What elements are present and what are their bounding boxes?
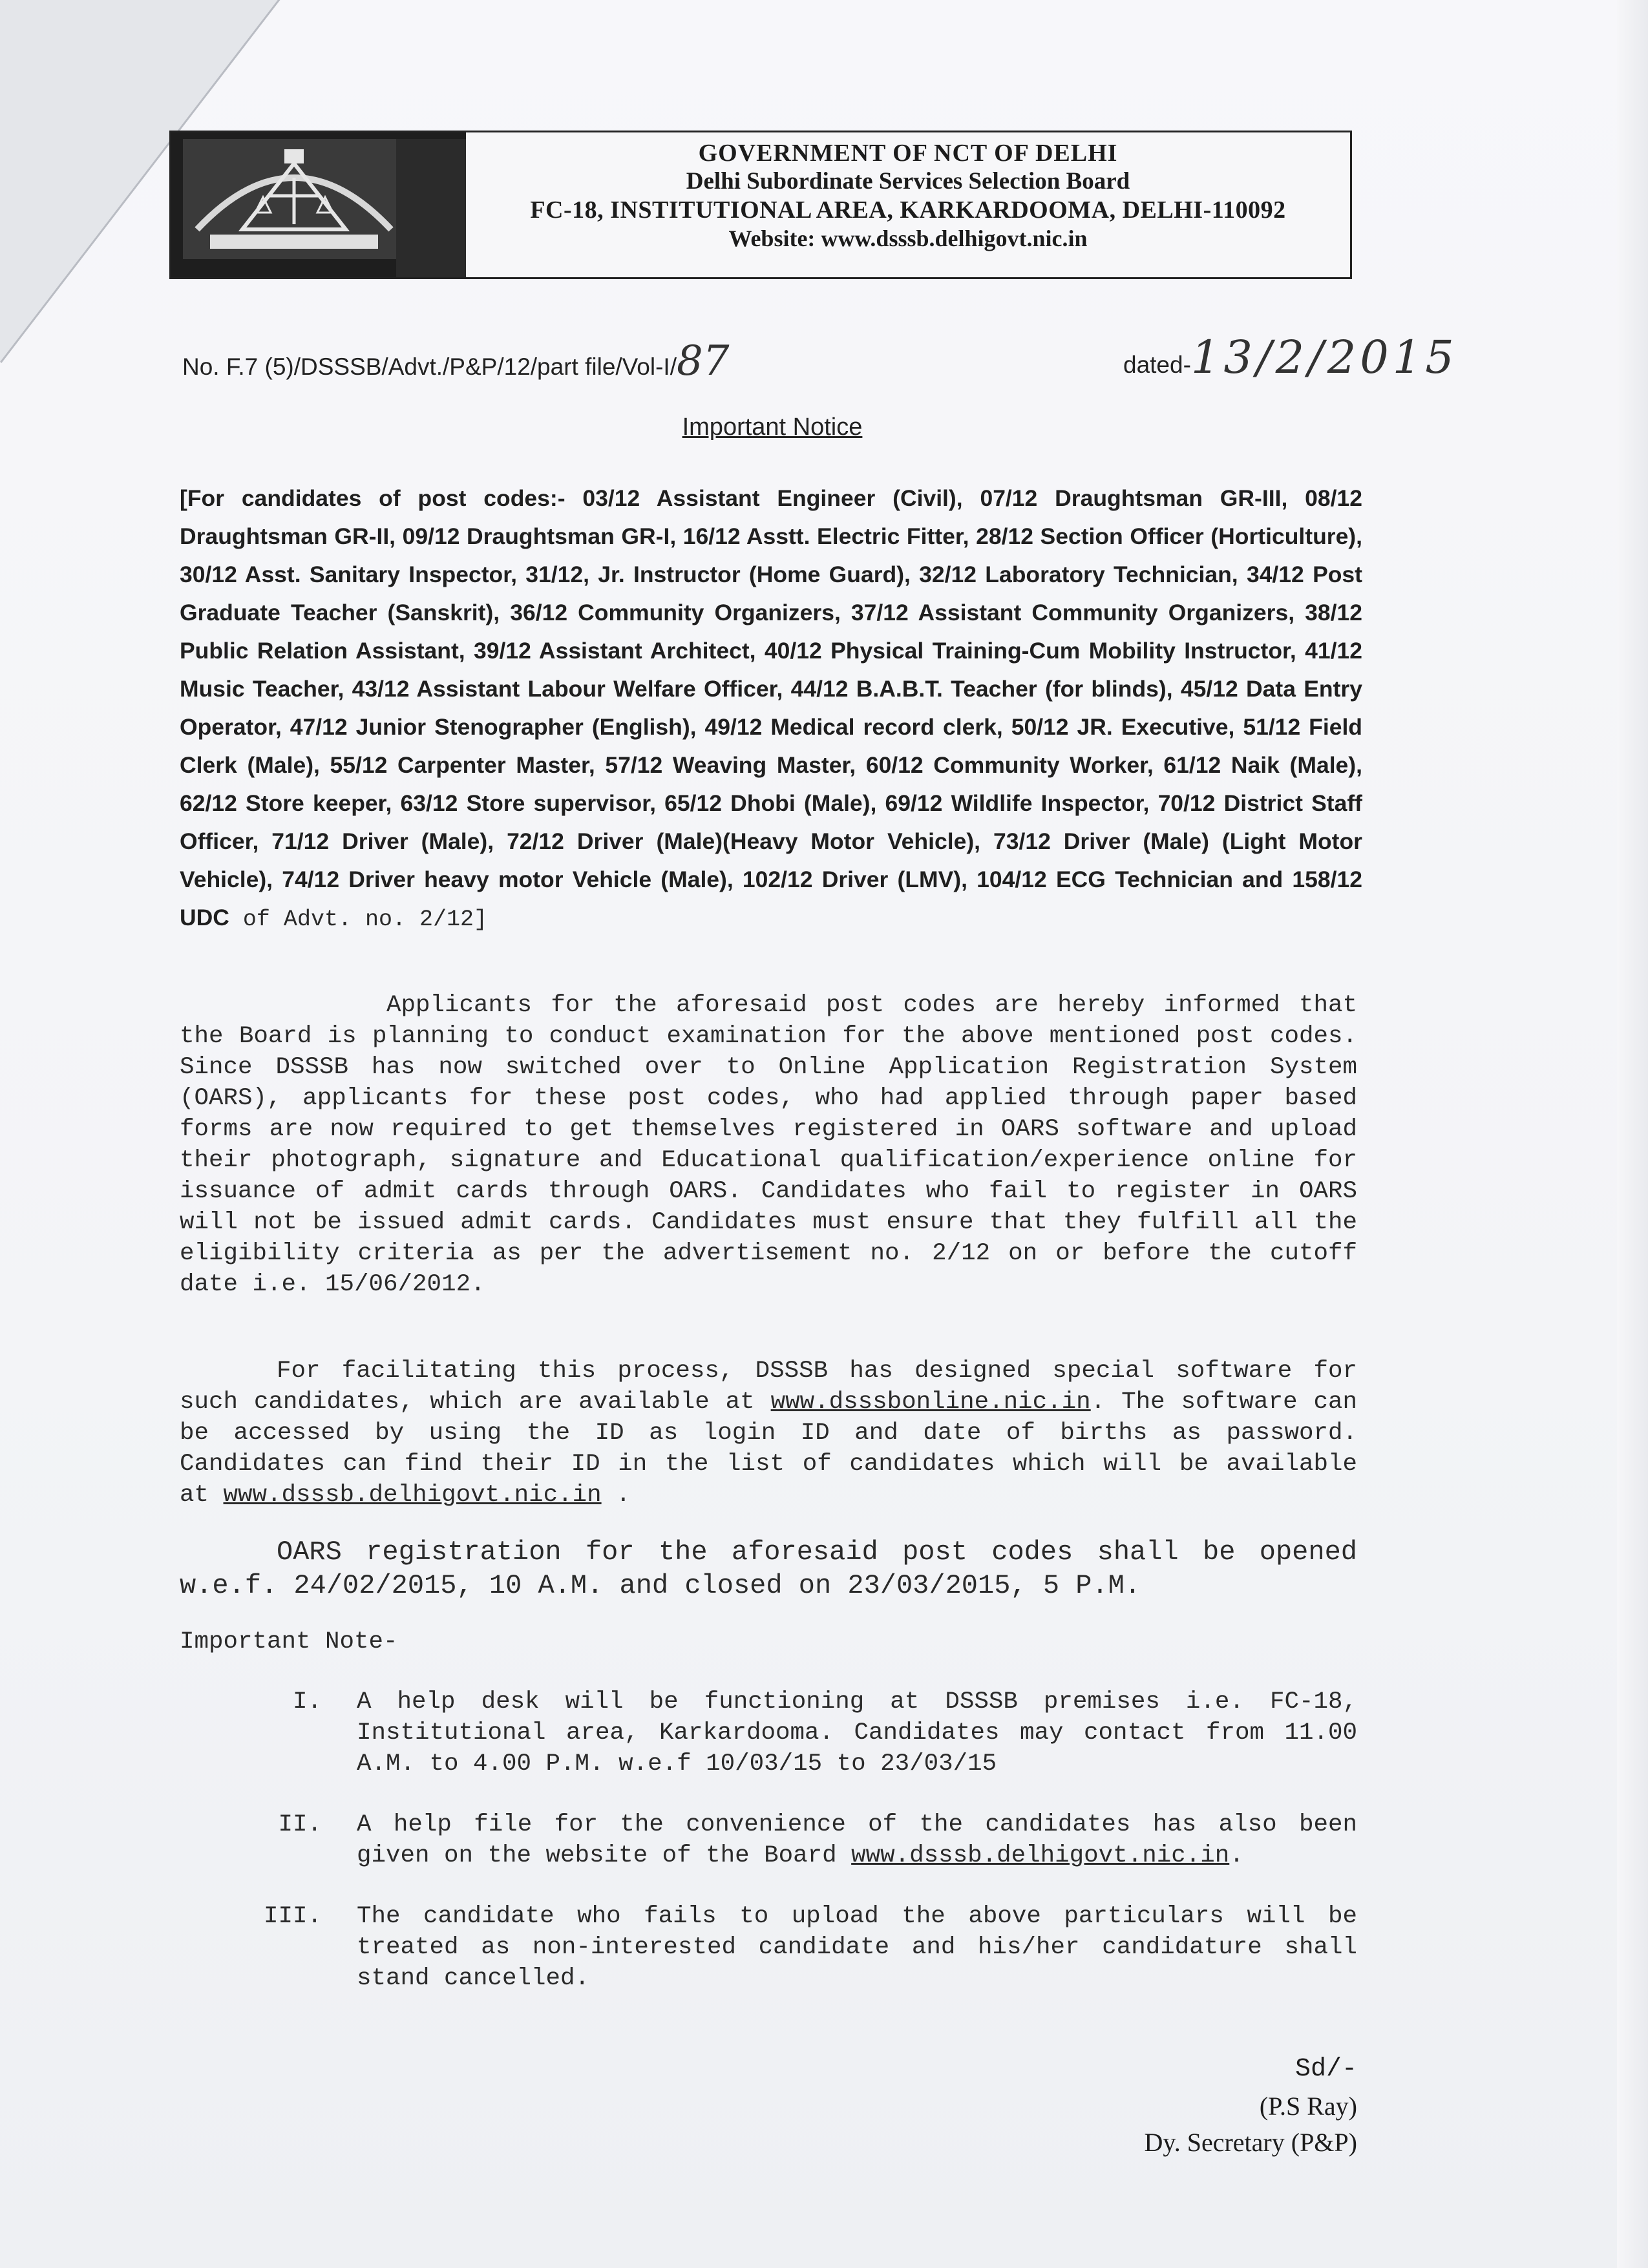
note-text-b: . bbox=[1229, 1842, 1244, 1869]
note-number: II. bbox=[278, 1811, 322, 1838]
reference-handwritten-number: 87 bbox=[677, 337, 730, 385]
paragraph-software bbox=[180, 1356, 1357, 1511]
board-address: FC-18, INSTITUTIONAL AREA, KARKARDOOMA, DELHI-110092 bbox=[530, 196, 1286, 224]
note-number: III. bbox=[263, 1903, 322, 1930]
note-text: The candidate who fails to upload the above particulars will be treated as non-interested candidate and his/her candidature shall stand cancelled. bbox=[357, 1903, 1357, 1992]
advt-number: of Advt. no. 2/12] bbox=[229, 907, 487, 932]
note-text: A help desk will be functioning at DSSSB premises i.e. FC-18, Institutional area, Karkardooma. Candidates may contact from 11.00 A.M. to 4.00 P.M. w.e.f 10/03/15 to 23/03/15 bbox=[357, 1688, 1357, 1778]
signature-sd: Sd/- bbox=[1294, 2055, 1357, 2084]
reference-number-text: No. F.7 (5)/DSSSB/Advt./P&P/12/part file/Vol-I/ bbox=[182, 353, 677, 380]
note-text bbox=[357, 1809, 1357, 1871]
signatory-designation: Dy. Secretary (P&P) bbox=[1144, 2128, 1357, 2157]
post-codes-text: [For candidates of post codes:- 03/12 Assistant Engineer (Civil), 07/12 Draughtsman GR-III, 08/12 Draughtsman GR-II, 09/12 Draughtsman GR-I, 16/12 Asstt. Electric Fitter, 28/12 Section Officer (Horticulture), 30/12 Asst. Sanitary Inspector, 31/12, Jr. Instructor (Home Guard), 32/12 Laboratory Technician, 34/12 Post Graduate Teacher (Sanskrit), 36/12 Community Organizers, 37/12 Assistant Community Organizers, 38/12 Public Relation Assistant, 39/12 Assistant Architect, 40/12 Physical Training-Cum Mobility Instructor, 41/12 Music Teacher, 43/12 Assistant Labour Welfare Officer, 44/12 B.A.B.T. Teacher (for blinds), 45/12 Data Entry Operator, 47/12 Junior Stenographer (English), 49/12 Medical record clerk, 50/12 JR. Executive, 51/12 Field Clerk (Male), 55/12 Carpenter Master, 57/12 Weaving Master, 60/12 Community Worker, 61/12 Naik (Male), 62/12 Store keeper, 63/12 Store supervisor, 65/12 Dhobi (Male), 69/12 Wildlife Inspector, 70/12 District Staff Officer, 71/12 Driver (Male), 72/12 Driver (Male)(Heavy Motor Vehicle), 73/12 Driver (Male) (Light Motor Vehicle), 74/12 Driver heavy motor Vehicle (Male), 102/12 Driver (LMV), 104/12 ECG Technician and 158/12 UDC bbox=[180, 485, 1362, 930]
handwritten-date: 13/2/2015 bbox=[1190, 331, 1458, 384]
paragraph-applicants: Applicants for the aforesaid post codes are hereby informed that the Board is planning to conduct examination for the above mentioned post codes. Since DSSSB has now switched over to Online Application Registration System (OARS), applicants for these post codes, who had applied through paper based forms are now required to get themselves registered in OARS software and upload their photograph, signature and Educational qualification/experience online for issuance of admit cards through OARS. Candidates who fail to register in OARS will not be issued admit cards. Candidates must ensure that they fulfill all the eligibility criteria as per the advertisement no. 2/12 on or before the cutoff date i.e. 15/06/2012. bbox=[180, 992, 1357, 1298]
government-name: GOVERNMENT OF NCT OF DELHI bbox=[698, 140, 1118, 167]
dsssbonline-link[interactable]: www.dsssbonline.nic.in bbox=[770, 1389, 1091, 1416]
letterhead bbox=[169, 131, 1352, 279]
notice-title: Important Notice bbox=[682, 414, 863, 441]
board-website-link[interactable]: www.dsssb.delhigovt.nic.in bbox=[851, 1842, 1230, 1869]
page-edge bbox=[1617, 0, 1648, 2268]
board-name: Delhi Subordinate Services Selection Board bbox=[686, 168, 1130, 194]
note-item bbox=[180, 1809, 1357, 1871]
paragraph-registration-dates: OARS registration for the aforesaid post codes shall be opened w.e.f. 24/02/2015, 10 A.M. and closed on 23/03/2015, 5 P.M. bbox=[180, 1537, 1357, 1601]
paragraph-software-text-b: . The software can be accessed by using the ID as login ID and date of births as password. Candidates can find their ID in the list of candidates which will be available at bbox=[180, 1389, 1357, 1509]
letterhead-text bbox=[466, 139, 1350, 253]
dsssb-website-link[interactable]: www.dsssb.delhigovt.nic.in bbox=[223, 1482, 602, 1509]
signatory-name: (P.S Ray) bbox=[1259, 2092, 1357, 2121]
note-item bbox=[180, 1901, 1357, 1994]
dsssb-emblem-logo bbox=[171, 132, 466, 277]
note-text-a: A help file for the convenience of the candidates has also been given on the website of the Board bbox=[357, 1811, 1357, 1869]
important-notes-list bbox=[180, 1686, 1357, 2024]
paragraph-software-text-a: For facilitating this process, DSSSB has designed special software for such candidates, which are available at bbox=[180, 1358, 1357, 1416]
board-website: Website: www.dsssb.delhigovt.nic.in bbox=[728, 226, 1088, 251]
note-number: I. bbox=[292, 1688, 322, 1716]
paragraph-software-text-c: . bbox=[601, 1482, 631, 1509]
important-note-heading: Important Note- bbox=[180, 1628, 398, 1655]
reference-number bbox=[182, 337, 729, 385]
note-item bbox=[180, 1686, 1357, 1780]
dated-label: dated- bbox=[1123, 352, 1191, 378]
date-line bbox=[1123, 331, 1458, 384]
post-codes-list bbox=[180, 479, 1362, 939]
scales-emblem-icon bbox=[171, 132, 466, 277]
